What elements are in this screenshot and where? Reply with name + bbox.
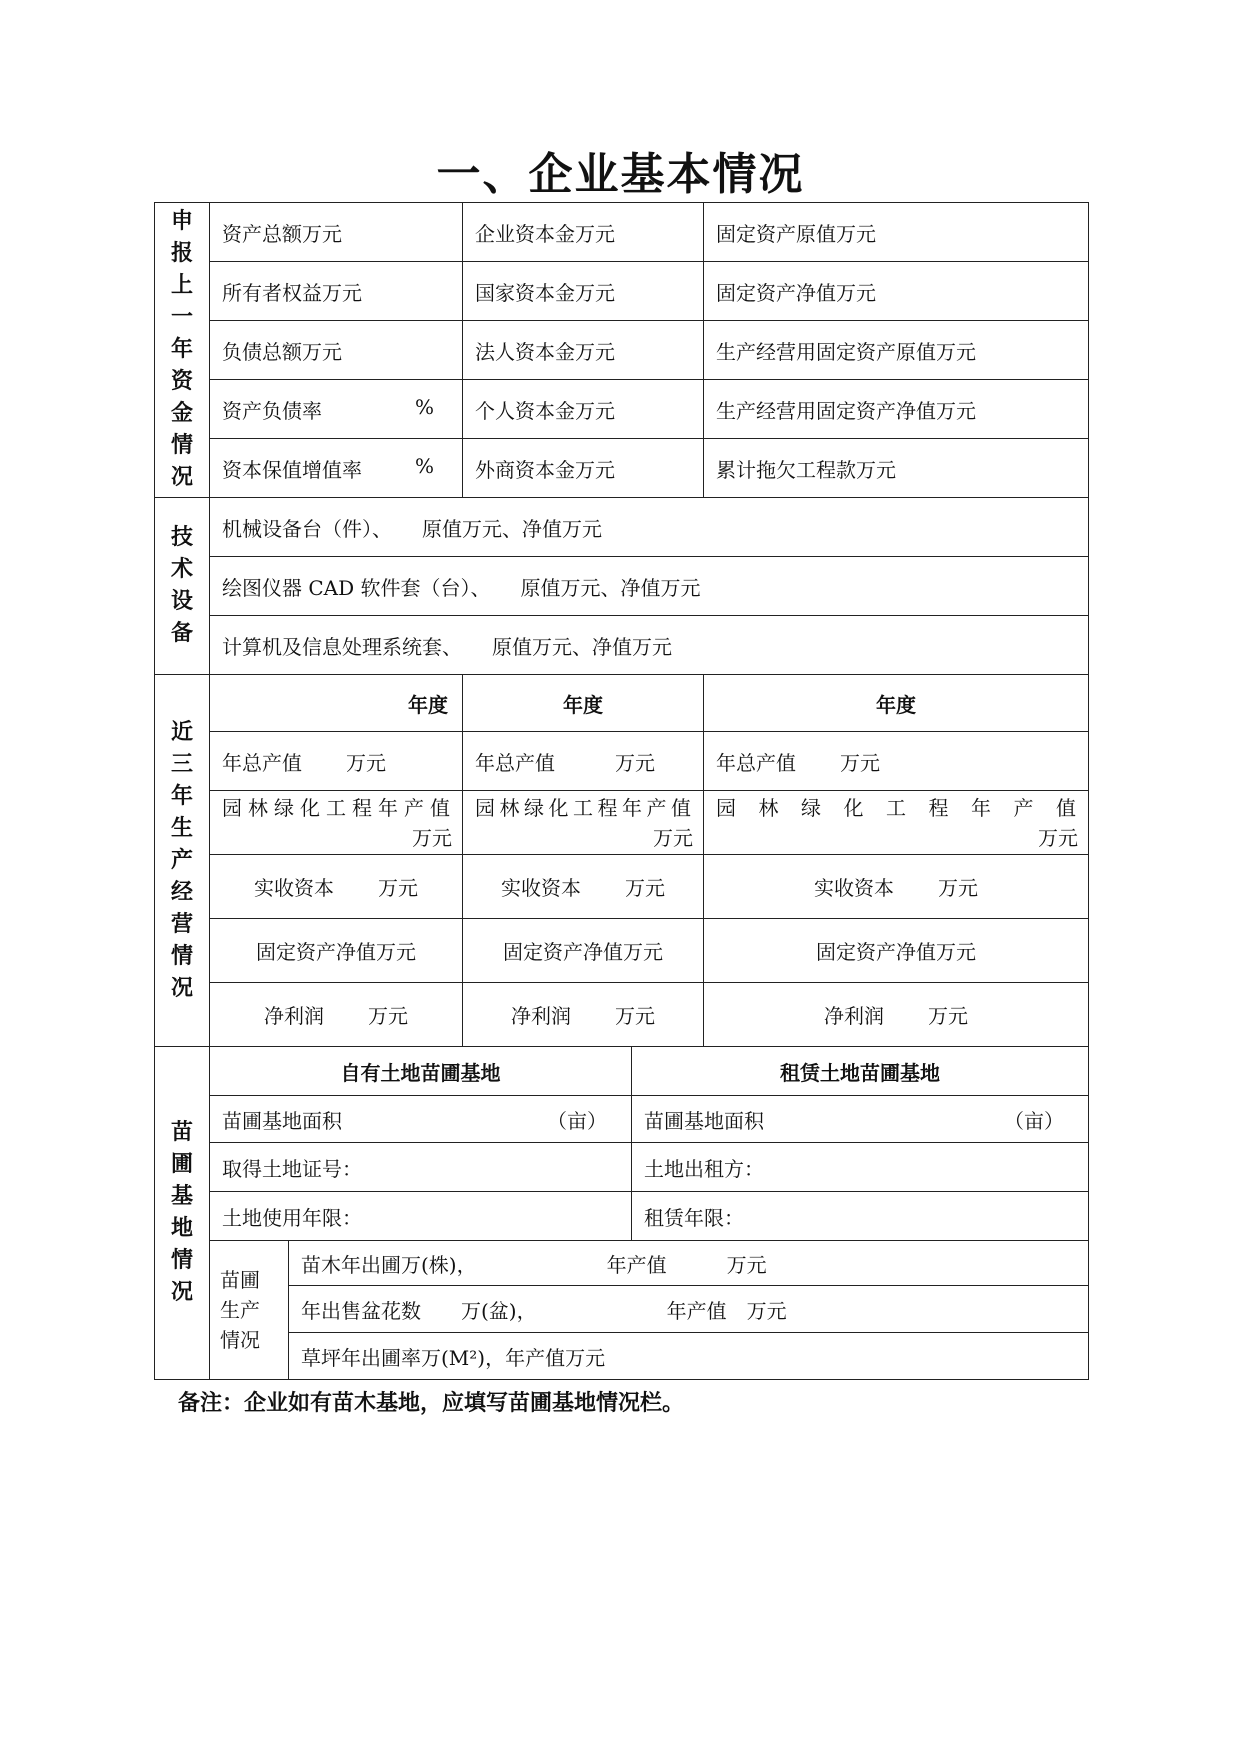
fixed-net-cell-1[interactable]: 固定资产净值万元 (210, 919, 463, 983)
section-equipment-label: 技术设备 (155, 498, 210, 675)
lease-years-cell[interactable]: 租赁年限： (632, 1192, 1089, 1241)
potted-flower-cell[interactable]: 年出售盆花数 万(盆)， 年产值 万元 (289, 1286, 1089, 1333)
net-profit-label: 净利润 (264, 1004, 324, 1028)
total-assets-cell[interactable]: 资产总额万元 (210, 203, 463, 262)
own-land-header: 自有土地苗圃基地 (210, 1047, 632, 1096)
percent-sign: % (415, 453, 435, 478)
unit-label: 万元 (625, 876, 666, 900)
unit-label: 万元 (346, 750, 386, 775)
paid-capital-cell-3[interactable] (704, 855, 1089, 919)
machinery-cell[interactable]: 机械设备台（件）、 原值万元、净值万元 (210, 498, 1089, 557)
unit-label: 万元 (840, 750, 881, 775)
total-output-label: 年总产值 (222, 750, 302, 775)
year-header-3[interactable]: 年度 (704, 675, 1089, 732)
year-header-1[interactable]: 年度 (210, 675, 463, 732)
net-profit-label: 净利润 (511, 1004, 572, 1028)
mu-unit: （亩） (1004, 1108, 1065, 1133)
land-use-years-cell[interactable]: 土地使用年限： (210, 1192, 632, 1241)
net-profit-cell-1[interactable] (210, 983, 463, 1047)
net-profit-cell-3[interactable] (704, 983, 1089, 1047)
capital-preservation-cell[interactable] (210, 439, 463, 498)
leased-land-header: 租赁土地苗圃基地 (632, 1047, 1089, 1096)
fixed-net-cell-2[interactable]: 固定资产净值万元 (463, 919, 704, 983)
net-profit-cell-2[interactable] (463, 983, 704, 1047)
owner-equity-cell[interactable]: 所有者权益万元 (210, 262, 463, 321)
garden-output-label: 园林绿化工程年产值 (222, 795, 453, 820)
land-cert-cell[interactable]: 取得土地证号： (210, 1143, 632, 1192)
unit-label: 万元 (928, 1004, 969, 1028)
area-label: 苗圃基地面积 (222, 1108, 342, 1133)
net-profit-label: 净利润 (824, 1004, 885, 1028)
op-fixed-original-cell[interactable]: 生产经营用固定资产原值万元 (704, 321, 1089, 380)
legal-capital-cell[interactable]: 法人资本金万元 (463, 321, 704, 380)
page-title: 一、企业基本情况 (436, 149, 805, 200)
paid-capital-cell-1[interactable] (210, 855, 463, 919)
op-fixed-net-cell[interactable]: 生产经营用固定资产净值万元 (704, 380, 1089, 439)
footnote: 备注：企业如有苗木基地，应填写苗圃基地情况栏。 (178, 1391, 685, 1416)
state-capital-cell[interactable]: 国家资本金万元 (463, 262, 704, 321)
lessor-cell[interactable]: 土地出租方： (632, 1143, 1089, 1192)
capital-preservation-label: 资本保值增值率 (222, 457, 362, 482)
section-nursery-label: 苗圃基地情况 (155, 1047, 210, 1380)
seedling-output-cell[interactable]: 苗木年出圃万(株)， 年产值 万元 (289, 1241, 1089, 1286)
garden-output-cell-2[interactable] (463, 791, 704, 855)
foreign-capital-cell[interactable]: 外商资本金万元 (463, 439, 704, 498)
lease-area-cell[interactable] (632, 1096, 1089, 1143)
paid-capital-cell-2[interactable] (463, 855, 704, 919)
unit-label: 万元 (938, 876, 979, 900)
nursery-production-label: 苗圃生产情况 (210, 1241, 289, 1380)
total-liabilities-cell[interactable]: 负债总额万元 (210, 321, 463, 380)
total-output-cell-1[interactable] (210, 732, 463, 791)
personal-capital-cell[interactable]: 个人资本金万元 (463, 380, 704, 439)
unit-label: 万元 (378, 876, 418, 900)
paid-capital-label: 实收资本 (254, 876, 334, 900)
debt-ratio-cell[interactable] (210, 380, 463, 439)
total-output-label: 年总产值 (475, 750, 556, 775)
arrears-cell[interactable]: 累计拖欠工程款万元 (704, 439, 1089, 498)
unit-label: 万元 (653, 825, 694, 850)
area-label: 苗圃基地面积 (644, 1108, 765, 1133)
section-operations-label: 近三年生产经营情况 (155, 675, 210, 1047)
total-output-cell-2[interactable] (463, 732, 704, 791)
garden-output-cell-1[interactable] (210, 791, 463, 855)
lawn-output-cell[interactable]: 草坪年出圃率万(M²)，年产值万元 (289, 1333, 1089, 1380)
section-capital-label: 申报上一年资金情况 (155, 203, 210, 498)
unit-label: 万元 (368, 1004, 408, 1028)
percent-sign: % (415, 394, 435, 419)
mu-unit: （亩） (547, 1108, 608, 1133)
paid-capital-label: 实收资本 (814, 876, 895, 900)
total-output-cell-3[interactable] (704, 732, 1089, 791)
garden-output-cell-3[interactable] (704, 791, 1089, 855)
garden-output-label: 园林绿化工程年产值 (475, 795, 694, 820)
garden-output-label: 园林绿化工程年产值 (716, 795, 1079, 820)
paid-capital-label: 实收资本 (501, 876, 582, 900)
cad-instruments-cell[interactable]: 绘图仪器 CAD 软件套（台）、 原值万元、净值万元 (210, 557, 1089, 616)
enterprise-info-table (154, 202, 1089, 1380)
fixed-assets-original-cell[interactable]: 固定资产原值万元 (704, 203, 1089, 262)
fixed-net-cell-3[interactable]: 固定资产净值万元 (704, 919, 1089, 983)
enterprise-capital-cell[interactable]: 企业资本金万元 (463, 203, 704, 262)
unit-label: 万元 (615, 750, 656, 775)
total-output-label: 年总产值 (716, 750, 797, 775)
own-area-cell[interactable] (210, 1096, 632, 1143)
unit-label: 万元 (412, 825, 453, 850)
unit-label: 万元 (615, 1004, 656, 1028)
unit-label: 万元 (1038, 825, 1079, 850)
computer-systems-cell[interactable]: 计算机及信息处理系统套、 原值万元、净值万元 (210, 616, 1089, 675)
fixed-assets-net-cell[interactable]: 固定资产净值万元 (704, 262, 1089, 321)
year-header-2[interactable]: 年度 (463, 675, 704, 732)
debt-ratio-label: 资产负债率 (222, 398, 322, 423)
